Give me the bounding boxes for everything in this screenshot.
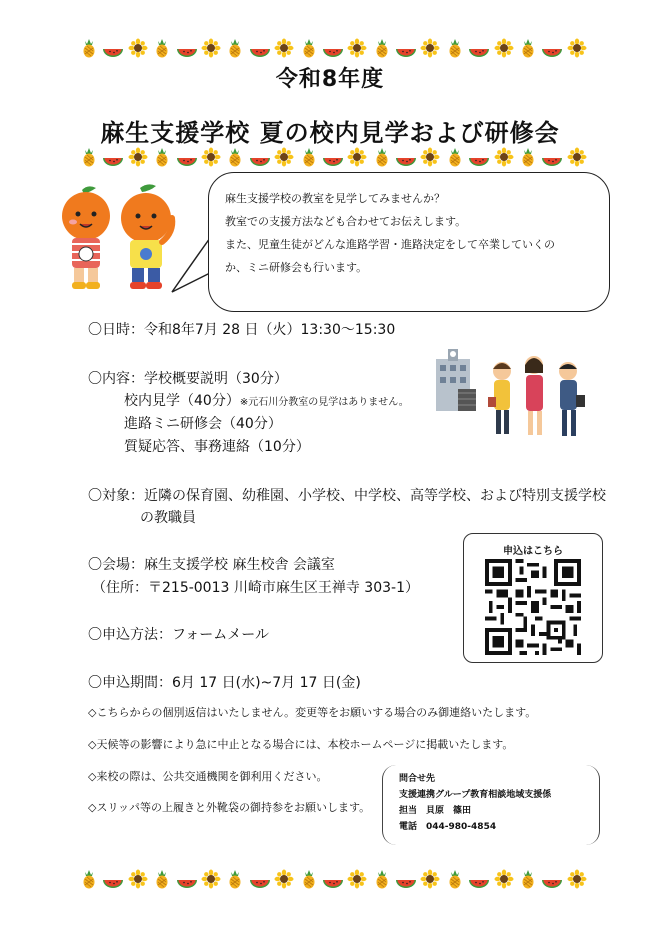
pineapple-icon xyxy=(371,38,393,58)
sunflower-icon xyxy=(419,869,441,889)
watermelon-slice-icon xyxy=(541,147,563,167)
contact-person: 担当 貝原 篠田 xyxy=(399,806,472,816)
apply-method-line: 〇申込方法：フォームメール xyxy=(88,627,270,643)
pineapple-icon xyxy=(517,38,539,58)
pineapple-icon xyxy=(78,869,100,889)
pineapple-icon xyxy=(444,147,466,167)
watermelon-slice-icon xyxy=(468,147,490,167)
sunflower-icon xyxy=(127,869,149,889)
pineapple-icon xyxy=(151,38,173,58)
qr-code-box[interactable] xyxy=(463,533,603,663)
sunflower-icon xyxy=(127,38,149,58)
pineapple-icon xyxy=(298,147,320,167)
year-heading: 令和8年度 xyxy=(275,67,385,92)
watermelon-slice-icon xyxy=(102,147,124,167)
note-line: ◇来校の際は、公共交通機関を御利用ください。 xyxy=(88,770,328,783)
pineapple-icon xyxy=(151,869,173,889)
bubble-line: 教室での支援方法なども合わせてお伝えします。 xyxy=(225,215,467,228)
watermelon-slice-icon xyxy=(468,869,490,889)
watermelon-slice-icon xyxy=(322,38,344,58)
contact-heading: 問合せ先 xyxy=(399,774,436,784)
content-note: ※元石川分教室の見学はありません。 xyxy=(239,397,409,408)
sunflower-icon xyxy=(127,147,149,167)
pineapple-icon xyxy=(224,147,246,167)
content-item: 質疑応答、事務連絡（10分） xyxy=(124,439,310,455)
target-line: 〇対象：近隣の保育園、幼稚園、小学校、中学校、高等学校、および特別支援学校 xyxy=(88,488,606,504)
watermelon-slice-icon xyxy=(541,38,563,58)
bubble-line: か、ミニ研修会も行います。 xyxy=(225,261,368,274)
target-line-continued: の教職員 xyxy=(140,510,196,526)
watermelon-slice-icon xyxy=(102,869,124,889)
pineapple-icon xyxy=(444,38,466,58)
content-item-label: 校内見学（40分） xyxy=(124,393,240,409)
school-visitors-icon xyxy=(434,345,594,445)
watermelon-slice-icon xyxy=(395,147,417,167)
speech-bubble xyxy=(208,172,610,312)
qr-label: 申込はこちら xyxy=(503,546,563,557)
sunflower-icon xyxy=(200,147,222,167)
pineapple-icon xyxy=(517,869,539,889)
contact-box xyxy=(382,765,600,845)
pineapple-icon xyxy=(517,147,539,167)
middle-fruit-border xyxy=(78,146,588,168)
pineapple-icon xyxy=(298,869,320,889)
content-item: 進路ミニ研修会（40分） xyxy=(124,416,282,432)
sunflower-icon xyxy=(419,38,441,58)
bubble-line: また、児童生徒がどんな進路学習・進路決定をして卒業していくの xyxy=(225,238,555,251)
address-line: （住所：〒215-0013 川崎市麻生区王禅寺 303-1） xyxy=(92,580,419,596)
sunflower-icon xyxy=(493,38,515,58)
contact-phone[interactable]: 電話 044-980-4854 xyxy=(399,822,497,832)
sunflower-icon xyxy=(566,38,588,58)
watermelon-slice-icon xyxy=(541,869,563,889)
pineapple-icon xyxy=(371,869,393,889)
pineapple-icon xyxy=(151,147,173,167)
watermelon-slice-icon xyxy=(249,147,271,167)
pineapple-icon xyxy=(78,147,100,167)
sunflower-icon xyxy=(346,38,368,58)
contact-department: 支援連携グループ教育相談地域支援係 xyxy=(399,790,552,800)
pineapple-icon xyxy=(224,869,246,889)
bottom-fruit-border xyxy=(78,868,588,890)
watermelon-slice-icon xyxy=(176,147,198,167)
sunflower-icon xyxy=(566,147,588,167)
sunflower-icon xyxy=(493,869,515,889)
pineapple-icon xyxy=(298,38,320,58)
pineapple-icon xyxy=(371,147,393,167)
sunflower-icon xyxy=(346,869,368,889)
datetime-line: 〇日時：令和8年7月 28 日（火）13:30～15:30 xyxy=(88,322,396,338)
note-line: ◇こちらからの個別返信はいたしません。変更等をお願いする場合のみ御連絡いたします。 xyxy=(88,706,537,719)
note-line: ◇天候等の影響により急に中止となる場合には、本校ホームページに掲載いたします。 xyxy=(88,738,514,751)
sunflower-icon xyxy=(419,147,441,167)
sunflower-icon xyxy=(273,38,295,58)
pineapple-icon xyxy=(444,869,466,889)
top-fruit-border xyxy=(78,37,588,59)
watermelon-slice-icon xyxy=(176,869,198,889)
sunflower-icon xyxy=(200,869,222,889)
sunflower-icon xyxy=(200,38,222,58)
watermelon-slice-icon xyxy=(102,38,124,58)
bubble-line: 麻生支援学校の教室を見学してみませんか？ xyxy=(225,192,445,205)
watermelon-slice-icon xyxy=(249,38,271,58)
content-item xyxy=(124,391,409,413)
sunflower-icon xyxy=(273,147,295,167)
apply-period-line: 〇申込期間：6月 17 日(水)~7月 17 日(金) xyxy=(88,675,361,691)
venue-line: 〇会場：麻生支援学校 麻生校舎 会議室 xyxy=(88,557,335,573)
content-heading: 〇内容：学校概要説明（30分） xyxy=(88,371,288,387)
sunflower-icon xyxy=(566,869,588,889)
watermelon-slice-icon xyxy=(322,147,344,167)
watermelon-slice-icon xyxy=(176,38,198,58)
watermelon-slice-icon xyxy=(468,38,490,58)
pineapple-icon xyxy=(224,38,246,58)
qr-code-icon[interactable] xyxy=(485,559,581,655)
sunflower-icon xyxy=(493,147,515,167)
watermelon-slice-icon xyxy=(395,869,417,889)
sunflower-icon xyxy=(346,147,368,167)
watermelon-slice-icon xyxy=(395,38,417,58)
note-line: ◇スリッパ等の上履きと外靴袋の御持参をお願いします。 xyxy=(88,801,371,814)
watermelon-slice-icon xyxy=(249,869,271,889)
watermelon-slice-icon xyxy=(322,869,344,889)
sunflower-icon xyxy=(273,869,295,889)
event-title: 麻生支援学校 夏の校内見学および研修会 xyxy=(100,119,560,147)
orange-mascot-icon xyxy=(52,182,182,302)
pineapple-icon xyxy=(78,38,100,58)
